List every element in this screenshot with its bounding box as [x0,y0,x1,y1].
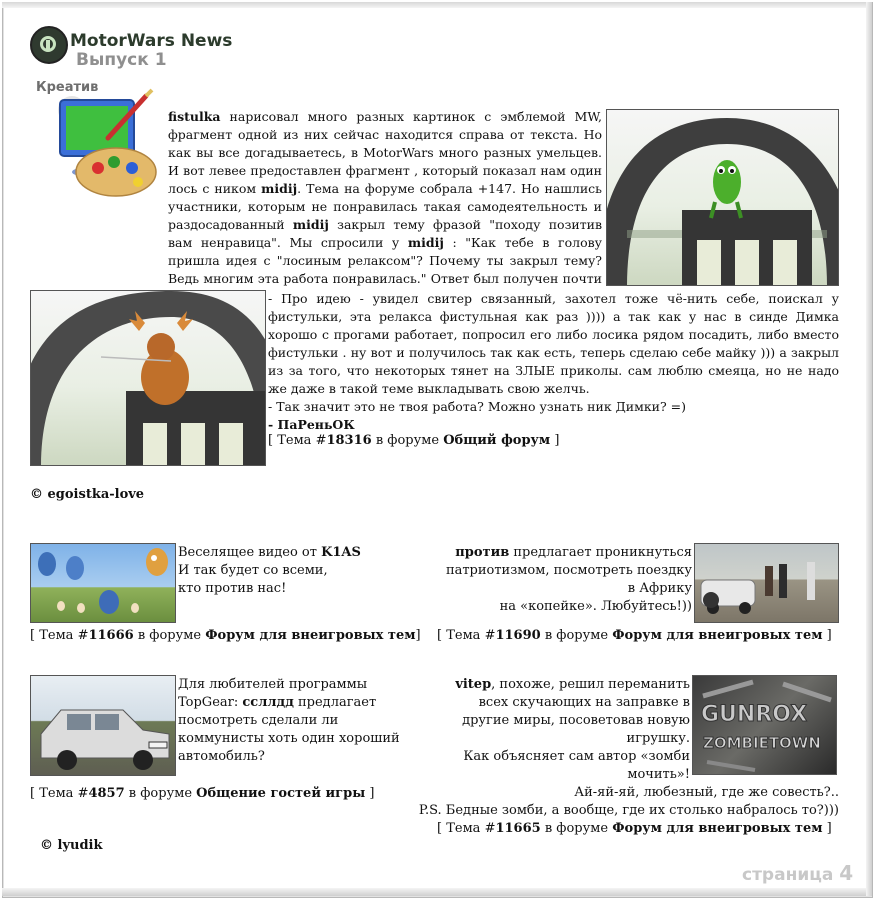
moose-artwork-image [30,290,266,466]
topic-link-11666[interactable]: [ Тема #11666 в форуме Форум для внеигровых тем] [30,628,421,643]
zombietown-logo-text: ZOMBIETOWN [703,734,821,752]
topic-link-11690[interactable]: [ Тема #11690 в форуме Форум для внеигровых тем ] [437,628,832,643]
topic-link-4857[interactable]: [ Тема #4857 в форуме Общение гостей игры ] [30,786,375,801]
vitep-text: vitep, похоже, решил переманить всех скучающих на заправке в другие миры, посоветовав новую игрушку. Как объясняет сам автор «зомби мочить»! [455,677,690,782]
topic-link-18316[interactable]: [ Тема #18316 в форуме Общий форум ] [268,433,560,448]
frame-right-border [866,2,872,896]
article-answer: - ПаРеньОК [268,417,355,432]
birds-video-thumbnail[interactable] [30,543,176,623]
creative-label: Креатив [36,80,99,95]
frog-artwork-image [606,109,839,286]
zombietown-game-thumbnail[interactable] [692,675,837,775]
issue-label: Выпуск 1 [76,50,167,70]
creative-section-icon [34,80,164,200]
author-fistulka: fistulka [168,109,221,124]
frame-bottom-border [2,888,871,896]
lada-car-thumbnail[interactable] [30,675,176,776]
vitep-text-continued: Ай-яй-яй, любезный, где же совесть?.. P.S. Бедные зомби, а вообще, где их столько набралось то?))) [418,785,839,818]
brand-title: MotorWars News [70,31,233,51]
topic-link-11665[interactable]: [ Тема #11665 в форуме Форум для внеигровых тем ] [437,821,832,836]
motorwars-logo-icon [30,26,68,64]
signature-lyudik: © lyudik [40,838,103,853]
article-paragraph-2: - Про идею - увидел свитер связанный, захотел тоже чё-нить себе, поискал у фистульки, эта релакса фистульная как раз )))) а так как у нас в синде Димка хорошо с прогами работает, попросил его либо лосика рядом посадить, либо вместо фистульки . ну вот и получилось так как есть, теперь сделаю себе майку ))) а закрыл из за того, что некоторых тянет на ЗЛЫЕ приколы. сам люблю смеяца, но не надо же даже в такой теме выкладывать свою желчь. [268,291,839,396]
article-paragraph-1: fistulka нарисовал много разных картинок с эмблемой MW, фрагмент одной из них сейчас находится справа от текста. Но как вы все догадываетесь, в MotorWars много разных умельцев. И вот левее предоставлен фрагмент , который показал нам один лось с ником midij. Тема на форуме собрала +147. Но нашлись участники, которым не понравилась такая самодеятельность и раздосадованный midij закрыл тему фразой "походу позитив вам ненравица". Мы спросили у midij : "Как тебе в голову пришла идея с "лосиным релаксом"? Почему ты закрыл тему? Ведь многим эта работа понравилась." Ответ был получен почти [168,109,602,286]
monitor-palette-icon [34,80,164,200]
gunrox-logo-text: GUNROX [701,702,808,727]
topgear-text: Для любителей программы TopGear: ссллдд предлагает посмотреть сделали ли коммунисты хоть один хороший автомобиль? [178,677,400,764]
protiv-text: против предлагает проникнуться патриотизмом, посмотреть поездку в Африку на «копейке». Любуйтесь!)) [445,545,692,614]
signature-egoistka-love: © egoistka-love [30,487,145,502]
article-question: - Так значит это не твоя работа? Можно узнать ник Димки? =) [268,399,686,414]
page-number: страница 4 [742,861,854,885]
africa-trip-thumbnail[interactable] [694,543,839,623]
k1as-text: Веселящее видео от K1AS И так будет со всеми, кто против нас! [178,545,361,596]
frame-top-border [2,2,871,8]
